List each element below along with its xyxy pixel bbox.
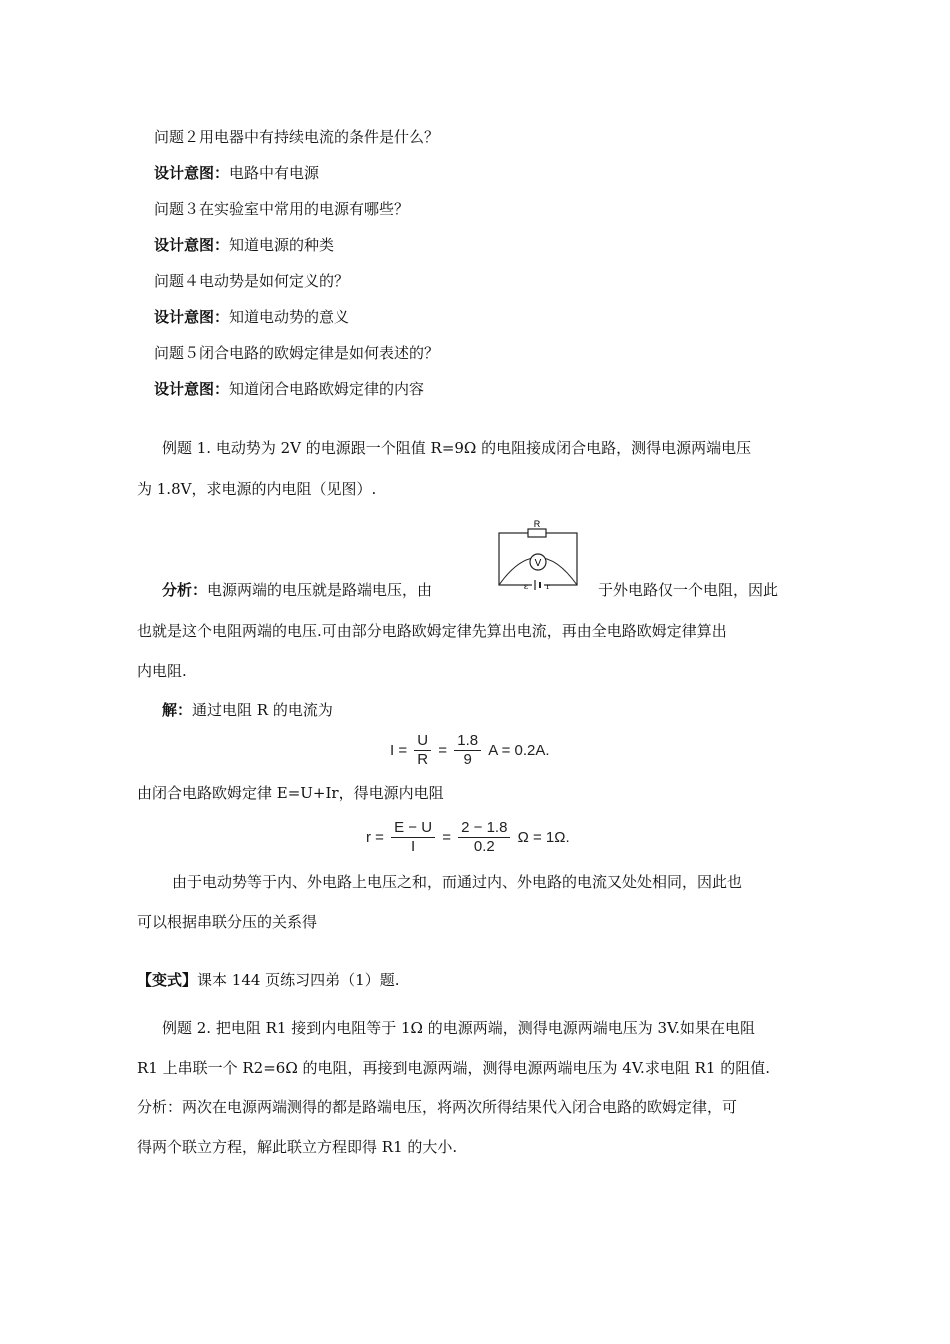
analysis-line1: [162, 580, 432, 600]
question-3: 问题３在实验室中常用的电源有哪些？: [154, 200, 410, 218]
example1-line1: 例题 1. 电动势为 2V 的电源跟一个阻值 R=9Ω 的电阻接成闭合电路，测得电源两端电压: [162, 439, 752, 457]
example2-line1: 例题 2. 把电阻 R1 接到内电阻等于 1Ω 的电源两端，测得电源两端电压为 3V.如果在电阻: [162, 1019, 756, 1037]
variant-label: 【变式】: [137, 971, 198, 989]
law-line: 由闭合电路欧姆定律 E=U+Ir，得电源内电阻: [137, 784, 444, 802]
fraction-u-over-r: [414, 732, 431, 769]
formula-result: Ω = 1Ω.: [517, 829, 570, 846]
solution-label: 解：: [162, 701, 193, 719]
example2-line2: R1 上串联一个 R2=6Ω 的电阻，再接到电源两端，测得电源两端电压为 4V.求电阻 R1 的阻值.: [137, 1059, 770, 1077]
formula-inner-resistance: [366, 819, 570, 856]
intent-label: 设计意图：: [154, 236, 230, 254]
numerator: 1.8: [454, 732, 481, 751]
resistor-label: R: [533, 519, 541, 529]
question-4: 问题４电动势是如何定义的？: [154, 272, 350, 290]
fraction-values: [454, 732, 481, 769]
resistor-r: [528, 529, 546, 537]
denominator: 9: [463, 751, 472, 768]
design-intent-4: [154, 307, 349, 327]
formula-lhs: I =: [390, 742, 408, 759]
numerator: 2 − 1.8: [458, 819, 510, 838]
solution-line: [162, 700, 333, 720]
analysis-line1-continued: 于外电路仅一个电阻，因此: [598, 581, 779, 599]
solution-text: 通过电阻 R 的电流为: [192, 701, 333, 719]
intent-label: 设计意图：: [154, 308, 230, 326]
equals-sign: =: [438, 742, 448, 759]
design-intent-5: [154, 379, 424, 399]
numerator: E − U: [391, 819, 435, 838]
variant-line: [137, 970, 400, 990]
equals-sign: =: [442, 829, 451, 846]
intent-text: 知道闭合电路欧姆定律的内容: [229, 380, 425, 398]
emf-label: ε: [523, 582, 529, 590]
analysis-line2: 也就是这个电阻两端的电压.可由部分电路欧姆定律先算出电流，再由全电路欧姆定律算出: [137, 622, 727, 640]
fraction-eu-over-i: [391, 819, 435, 856]
intent-text: 知道电动势的意义: [229, 308, 350, 326]
denominator: 0.2: [473, 838, 495, 855]
inner-resistance-label: r: [546, 582, 550, 590]
intent-text: 知道电源的种类: [229, 236, 335, 254]
question-2: 问题２用电器中有持续电流的条件是什么？: [154, 128, 440, 146]
variant-text: 课本 144 页练习四弟（1）题.: [197, 971, 400, 989]
example2-line4: 得两个联立方程，解此联立方程即得 R1 的大小.: [137, 1138, 458, 1156]
example2-line3: 分析：两次在电源两端测得的都是路端电压，将两次所得结果代入闭合电路的欧姆定律，可: [137, 1098, 738, 1116]
note-line1: 由于电动势等于内、外电路上电压之和，而通过内、外电路的电流又处处相同，因此也: [172, 873, 743, 891]
circuit-diagram: [496, 518, 582, 590]
voltmeter-label: V: [534, 558, 542, 569]
design-intent-3: [154, 235, 334, 255]
design-intent-2: [154, 163, 319, 183]
analysis-label: 分析：: [162, 581, 208, 599]
denominator: R: [417, 751, 429, 768]
intent-label: 设计意图：: [154, 164, 230, 182]
denominator: I: [410, 838, 416, 855]
formula-current: [390, 732, 550, 769]
analysis-text-a: 电源两端的电压就是路端电压，由: [207, 581, 433, 599]
formula-result: A = 0.2A.: [488, 742, 550, 759]
intent-label: 设计意图：: [154, 380, 230, 398]
fraction-values: [458, 819, 510, 856]
formula-lhs: r =: [366, 829, 384, 846]
analysis-line3: 内电阻.: [137, 662, 187, 680]
question-5: 问题５闭合电路的欧姆定律是如何表述的？: [154, 344, 440, 362]
note-line2: 可以根据串联分压的关系得: [137, 913, 318, 931]
example1-line2: 为 1.8V，求电源的内电阻（见图）.: [137, 480, 377, 498]
intent-text: 电路中有电源: [229, 164, 320, 182]
numerator: U: [414, 732, 431, 751]
